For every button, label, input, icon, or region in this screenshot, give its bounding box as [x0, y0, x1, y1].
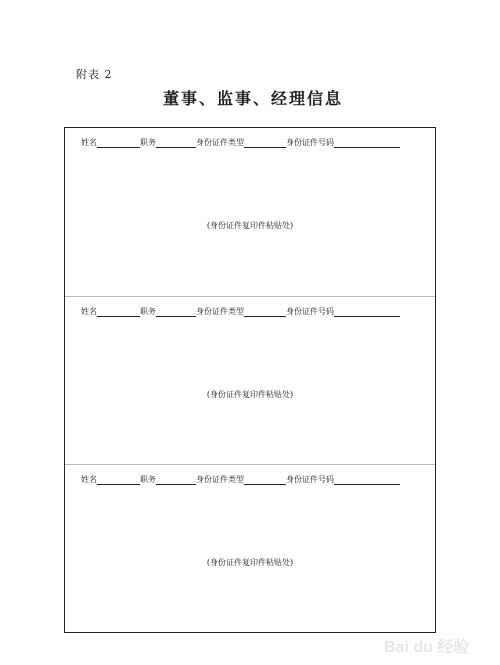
id-copy-paste-area: (身份证件复印件粘贴处) [206, 558, 294, 567]
id-type-field[interactable] [244, 476, 286, 485]
id-type-label: 身份证件类型 [196, 475, 244, 484]
info-block-1 [65, 128, 435, 296]
id-type-field[interactable] [244, 308, 286, 317]
position-field[interactable] [156, 476, 196, 485]
id-number-label: 身份证件号码 [286, 475, 334, 484]
info-row [81, 138, 400, 148]
name-field[interactable] [97, 476, 140, 485]
info-row [81, 475, 400, 485]
name-field[interactable] [97, 308, 140, 317]
watermark-logo [382, 633, 492, 659]
info-row [81, 307, 400, 317]
watermark-text: Bai du 经验 [384, 639, 470, 656]
info-block-3 [65, 464, 435, 632]
info-block-2 [65, 296, 435, 464]
id-number-field[interactable] [334, 308, 400, 317]
id-type-field[interactable] [244, 139, 286, 148]
position-field[interactable] [156, 139, 196, 148]
name-field[interactable] [97, 139, 140, 148]
id-number-label: 身份证件号码 [286, 138, 334, 147]
id-number-label: 身份证件号码 [286, 307, 334, 316]
page-title: 董事、监事、经理信息 [162, 89, 343, 108]
name-label: 姓名 [81, 307, 97, 316]
attachment-label: 附表 2 [76, 68, 113, 81]
id-number-field[interactable] [334, 476, 400, 485]
director-info-table [64, 127, 436, 633]
id-copy-paste-area: (身份证件复印件粘贴处) [206, 221, 294, 230]
position-label: 职务 [140, 475, 156, 484]
position-label: 职务 [140, 307, 156, 316]
id-type-label: 身份证件类型 [196, 138, 244, 147]
id-type-label: 身份证件类型 [196, 307, 244, 316]
name-label: 姓名 [81, 475, 97, 484]
position-field[interactable] [156, 308, 196, 317]
position-label: 职务 [140, 138, 156, 147]
id-number-field[interactable] [334, 139, 400, 148]
id-copy-paste-area: (身份证件复印件粘贴处) [206, 390, 294, 399]
name-label: 姓名 [81, 138, 97, 147]
